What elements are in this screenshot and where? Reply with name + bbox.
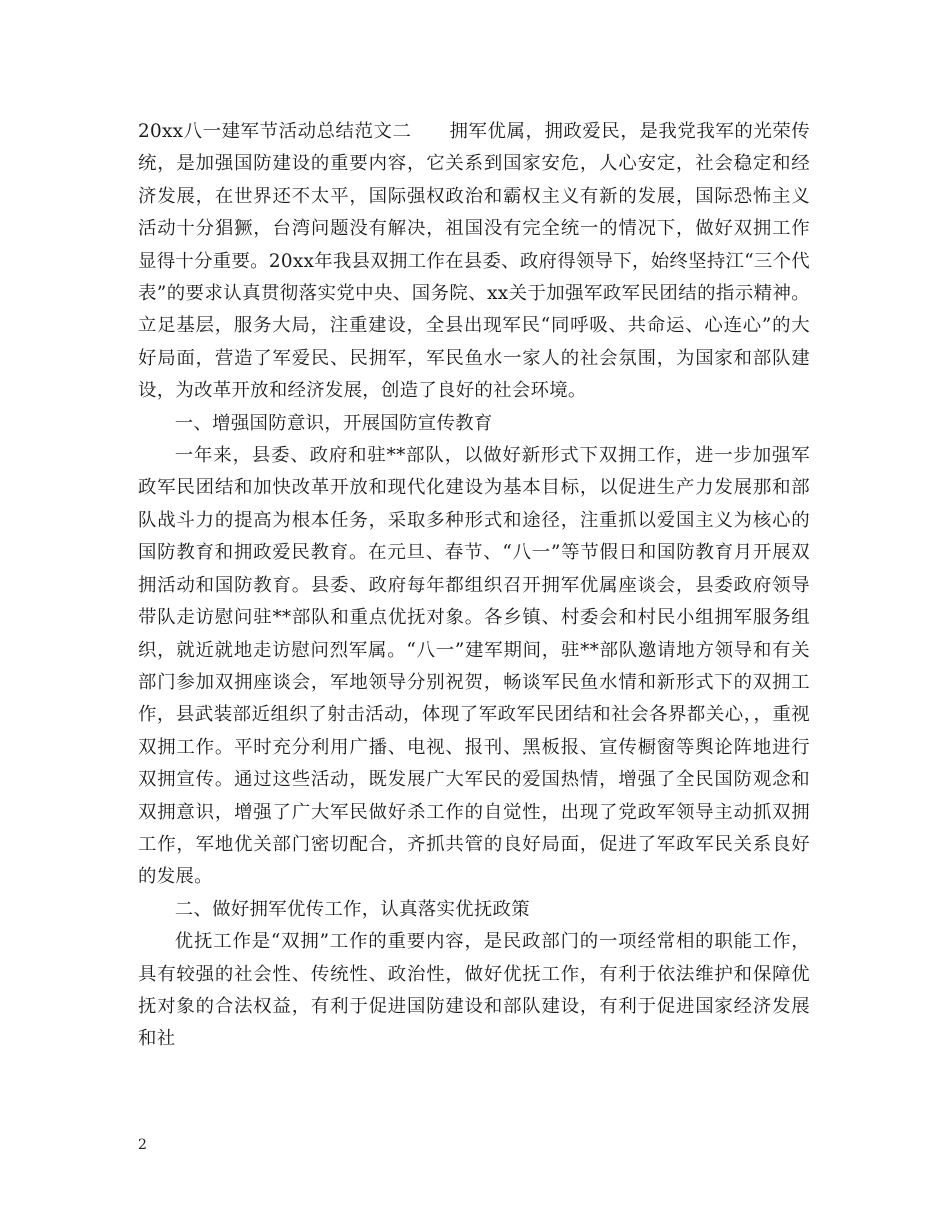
- section-2-paragraph: 优抚工作是“双拥”工作的重要内容，是民政部门的一项经常相的职能工作，具有较强的社会性、传统性、政治性，做好优抚工作，有利于依法维护和保障优抚对象的合法权益，有利于促进国防建设和部队建设，有利于促进国家经济发展和社: [138, 931, 810, 1050]
- section-heading-1: 一、增强国防意识，开展国防宣传教育: [174, 412, 493, 434]
- section-1-paragraph: 一年来，县委、政府和驻**部队，以做好新形式下双拥工作，进一步加强军政军民团结和加快改革开放和现代化建设为基本目标，以促进生产力发展那和部队战斗力的提高为根本任务，采取多种形式和途径，注重抓以爱国主义为核心的国防教育和拥政爱民教育。在元旦、春节、“八一”等节假日和国防教育月开展双拥活动和国防教育。县委、政府每年都组织召开拥军优属座谈会，县委政府领导带队走访慰问驻**部队和重点优抚对象。各乡镇、村委会和村民小组拥军服务组织，就近就地走访慰问烈军属。“八一”建军期间，驻**部队邀请地方领导和有关部门参加双拥座谈会，军地领导分别祝贺，畅谈军民鱼水情和新形式下的双拥工作，县武装部近组织了射击活动，体现了军政军民团结和社会各界都关心，，重视双拥工作。平时充分利用广播、电视、报刊、黑板报、宣传橱窗等舆论阵地进行双拥宣传。通过这些活动，既发展广大军民的爱国热情，增强了全民国防观念和双拥意识，增强了广大军民做好杀工作的自觉性，出现了党政军领导主动抓双拥工作，军地优关部门密切配合，齐抓共管的良好局面，促进了军政军民关系良好的发展。: [138, 445, 810, 888]
- document-body: [138, 116, 810, 1056]
- intro-paragraph: 20xx八一建军节活动总结范文二 拥军优属，拥政爱民，是我党我军的光荣传统，是加强国防建设的重要内容，它关系到国家安危，人心安定，社会稳定和经济发展，在世界还不太平，国际强权政治和霸权主义有新的发展，国际恐怖主义活动十分猖獗，台湾问题没有解决，祖国没有完全统一的情况下，做好双拥工作显得十分重要。20xx年我县双拥工作在县委、政府得领导下，始终坚持江“三个代表”的要求认真贯彻落实党中央、国务院、xx关于加强军政军民团结的指示精神。立足基层，服务大局，注重建设，全县出现军民“同呼吸、共命运、心连心”的大好局面，营造了军爱民、民拥军，军民鱼水一家人的社会氛围，为国家和部队建设，为改革开放和经济发展，创造了良好的社会环境。: [138, 121, 810, 402]
- section-heading-2: 二、做好拥军优传工作，认真落实优抚政策: [174, 898, 530, 920]
- page-number: 2: [138, 1137, 147, 1153]
